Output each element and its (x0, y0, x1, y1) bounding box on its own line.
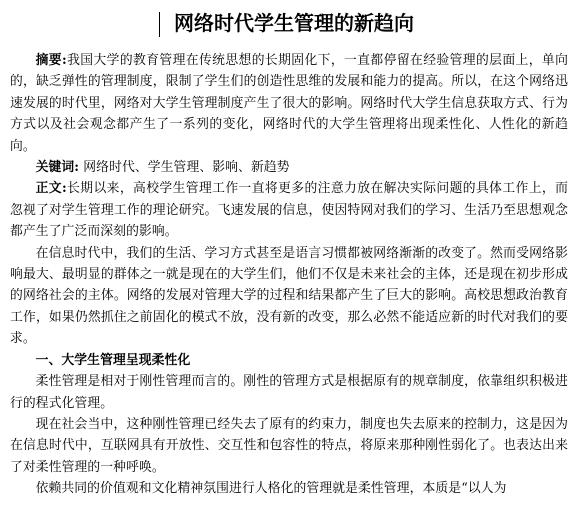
abstract-text: 我国大学的教育管理在传统思想的长期固化下，一直都停留在经验管理的层面上，单向的，缺乏弹性的管理制度，限制了学生们的创造性思维的发展和能力的提高。所以，在这个网络迅速发展的时代里，网络对大学生管理制度产生了很大的影响。网络时代大学生信息获取方式、行为方式以及社会观念都产生了一系列的变化，网络时代的大学生管理将出现柔性化、人性化的新趋向。 (10, 53, 568, 154)
section-heading-1: 一、大学生管理呈现柔性化 (35, 352, 191, 368)
body-paragraph-5: 依赖共同的价值观和文化精神氛围进行人格化的管理就是柔性管理，本质是“以人为 (35, 481, 507, 497)
document-title: 网络时代学生管理的新趋向 (174, 11, 414, 35)
abstract-label: 摘要: (35, 53, 67, 68)
body-label: 正文: (35, 181, 67, 197)
keywords-paragraph (10, 157, 568, 178)
body-intro-paragraph (10, 178, 568, 242)
abstract-paragraph (10, 50, 568, 157)
body-paragraph-3: 柔性管理是相对于刚性管理而言的。刚性的管理方式是根据原有的规章制度，依靠组织积极进行的程式化管理。 (10, 374, 568, 411)
keywords-label: 关键词: (35, 160, 80, 176)
body-intro-text: 长期以来，高校学生管理工作一直将更多的注意力放在解决实际问题的具体工作上，而忽视了对学生管理工作的理论研究。飞速发展的信息，使因特网对我们的学习、生活乃至思想观念都产生了广泛而深刻的影响。 (10, 181, 568, 240)
text-cursor (159, 12, 160, 37)
body-paragraph-2: 在信息时代中，我们的生活、学习方式甚至是语言习惯都被网络渐渐的改变了。然而受网络影响最大、最明显的群体之一就是现在的大学生们，他们不仅是未来社会的主体，还是现在初步形成的网络社会的主体。网络的发展对管理大学的过程和结果都产生了巨大的影响。高校思想政治教育工作，如果仍然抓住之前固化的模式不放，没有新的改变，那么必然不能适应新的时代对我们的要求。 (10, 245, 568, 347)
body-paragraph-4: 现在社会当中，这种刚性管理已经失去了原有的约束力，制度也失去原来的控制力，这是因为在信息时代中，互联网具有开放性、交互性和包容性的特点，将原来那种刚性弱化了。也表达出来了对柔性管理的一种呼唤。 (10, 416, 568, 475)
keywords-text: 网络时代、学生管理、影响、新趋势 (83, 160, 290, 176)
